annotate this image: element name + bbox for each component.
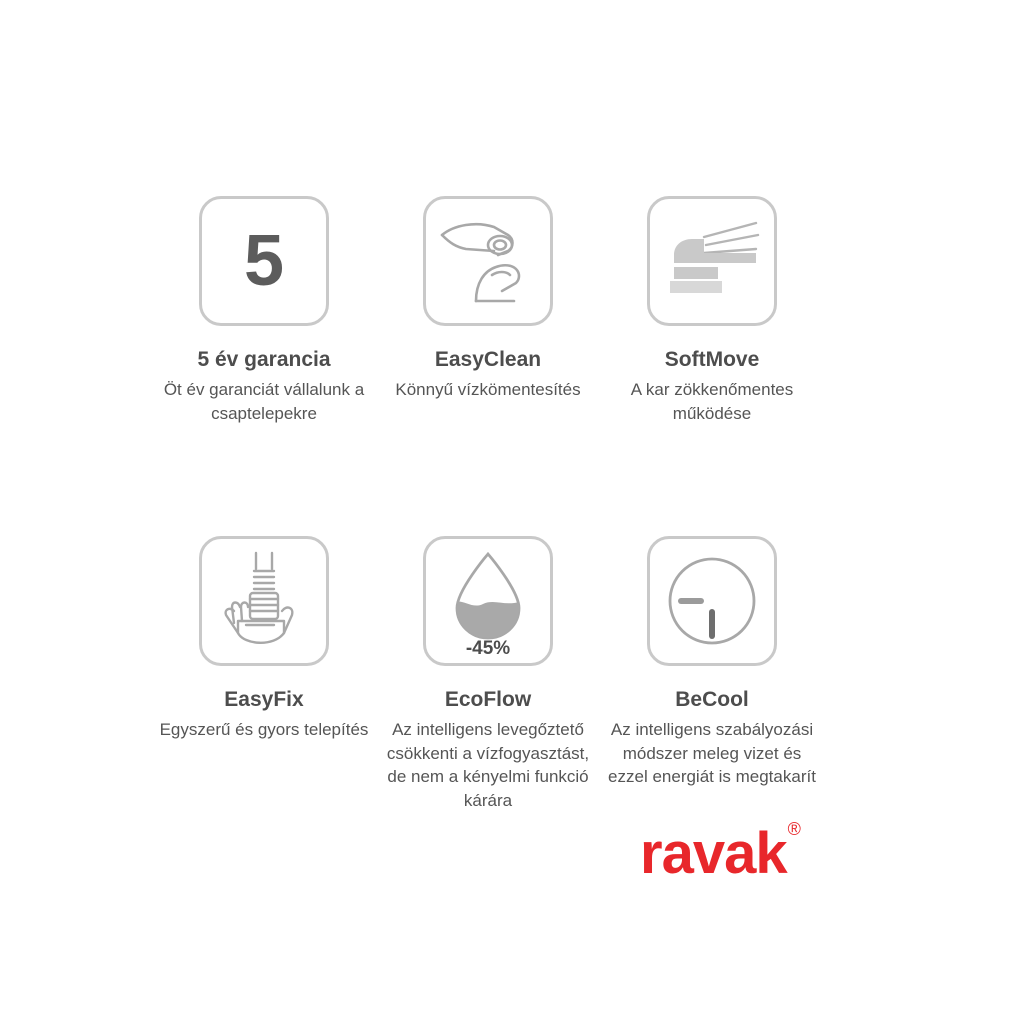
brand-logo-text: ravak xyxy=(640,821,787,886)
feature-description: Az intelligens levegőztető csökkenti a vízfogyasztást, de nem a kényelmi funkció kárára xyxy=(386,719,590,811)
feature-description: Könnyű vízkömentesítés xyxy=(395,380,581,400)
icon-box-becool xyxy=(647,536,777,666)
brand-logo xyxy=(640,820,800,887)
feature-title: SoftMove xyxy=(664,348,760,371)
finger-on-aerator-icon xyxy=(436,213,540,309)
feature-cell-easyfix xyxy=(152,536,376,813)
row-spacer xyxy=(152,426,872,536)
feature-title: EasyClean xyxy=(434,348,542,371)
icon-box-softmove xyxy=(647,196,777,326)
cold-start-dial-icon xyxy=(660,549,764,653)
feature-description: Egyszerű és gyors telepítés xyxy=(159,719,369,739)
feature-cell-softmove xyxy=(600,196,824,426)
number-five-icon: 5 xyxy=(243,221,285,301)
icon-box-easyclean xyxy=(423,196,553,326)
feature-cell-ecoflow xyxy=(376,536,600,813)
lever-motion-icon xyxy=(660,219,764,303)
feature-description: Öt év garanciát vállalunk a csaptelepekre xyxy=(163,380,365,423)
feature-title: EasyFix xyxy=(224,687,304,711)
feature-cell-easyclean xyxy=(376,196,600,426)
hand-installing-fitting-icon xyxy=(212,549,316,653)
icon-box-ecoflow xyxy=(423,536,553,666)
ecoflow-saving-label: -45% xyxy=(465,637,511,656)
feature-cell-becool xyxy=(600,536,824,813)
icon-box-easyfix xyxy=(199,536,329,666)
feature-title: 5 év garancia xyxy=(197,348,331,371)
feature-title: BeCool xyxy=(675,687,749,711)
feature-description: Az intelligens szabályozási módszer meleg vizet és ezzel energiát is megtakarít xyxy=(608,719,816,787)
water-drop-icon xyxy=(433,546,543,656)
feature-title: EcoFlow xyxy=(444,687,532,711)
feature-description: A kar zökkenőmentes működése xyxy=(630,380,794,423)
icon-box-warranty xyxy=(199,196,329,326)
feature-cell-warranty xyxy=(152,196,376,426)
feature-grid xyxy=(152,196,872,813)
registered-mark: ® xyxy=(787,818,800,839)
